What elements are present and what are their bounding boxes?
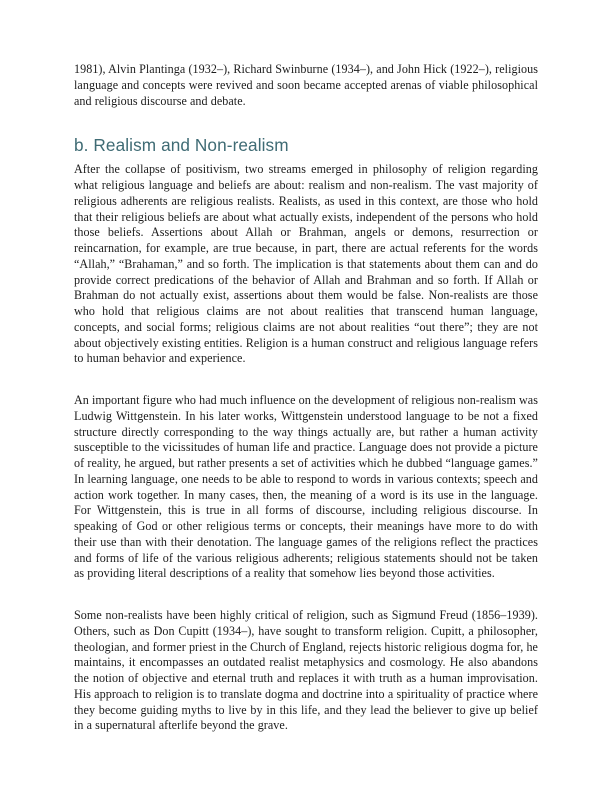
section-heading-realism-and-non-realism: b. Realism and Non-realism bbox=[74, 135, 289, 156]
paragraph-freud-cupitt: Some non-realists have been highly critical of religion, such as Sigmund Freud (1856–1939). Others, such as Don Cupitt (1934–), have sought to transform religion. Cupitt, a philosopher, theologian, and former priest in the Church of England, rejects historic religious dogma for, he maintains, it encompasses an outdated realist metaphysics and cosmology. He also abandons the notion of objective and eternal truth and replaces it with truth as a human improvisation. His approach to religion is to translate dogma and doctrine into a spirituality of practice where they become guiding myths to live by in this life, and they lead the believer to give up belief in a supernatural afterlife beyond the grave. bbox=[74, 608, 538, 733]
text-column bbox=[74, 62, 538, 734]
paragraph-wittgenstein: An important figure who had much influence on the development of religious non-realism was Ludwig Wittgenstein. In his later works, Wittgenstein understood language to be not a fixed structure directly corresponding to the way things actually are, but rather a human activity susceptible to the vicissitudes of human life and practice. Language does not provide a picture of reality, he argued, but rather presents a set of activities which he dubbed “language games.” In learning language, one needs to be able to respond to words in various contexts; speech and action work together. In many cases, then, the meaning of a word is its use in the language. For Wittgenstein, this is true in all forms of discourse, including religious discourse. In speaking of God or other religious terms or concepts, their meanings have more to do with their use than with their denotation. The language games of the religions reflect the practices and forms of life of the various religious adherents; religious statements should not be taken as providing literal descriptions of a reality that somehow lies beyond those activities. bbox=[74, 393, 538, 581]
paragraph-realism-definitions: After the collapse of positivism, two streams emerged in philosophy of religion regarding what religious language and beliefs are about: realism and non-realism. The vast majority of religious adherents are religious realists. Realists, as used in this context, are those who hold that their religious beliefs are about what actually exists, independent of the persons who hold those beliefs. Assertions about Allah or Brahman, angels or demons, resurrection or reincarnation, for example, are true because, in part, there are actual referents for the words “Allah,” “Brahaman,” and so forth. The implication is that statements about them can and do provide correct predications of the behavior of Allah and Brahman and so forth. If Allah or Brahman do not actually exist, assertions about them would be false. Non-realists are those who hold that religious claims are not about realities that transcend human language, concepts, and social forms; religious claims are not about realities “out there”; they are not about objectively existing entities. Religion is a human construct and religious language refers to human behavior and experience. bbox=[74, 162, 538, 366]
continuation-paragraph: 1981), Alvin Plantinga (1932–), Richard Swinburne (1934–), and John Hick (1922–), religious language and concepts were revived and soon became accepted arenas of viable philosophical and religious discourse and debate. bbox=[74, 62, 538, 108]
